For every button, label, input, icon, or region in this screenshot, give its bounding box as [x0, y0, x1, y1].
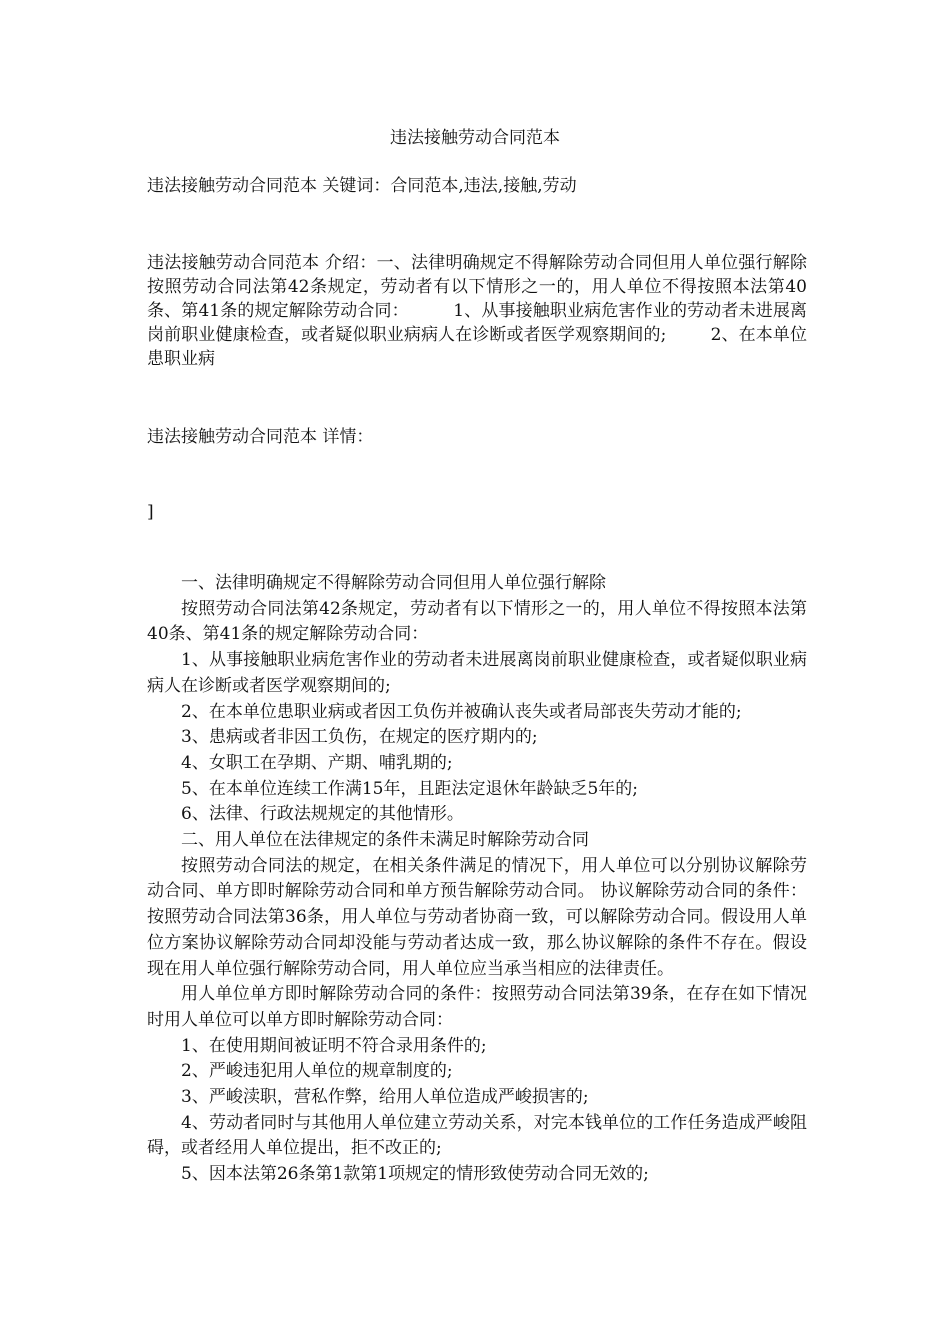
body-text — [147, 571, 807, 1188]
body-paragraph: 2、严峻违犯用人单位的规章制度的; — [181, 1061, 453, 1082]
stray-bracket: ] — [147, 502, 154, 522]
intro-paragraph: 违法接触劳动合同范本 介绍：一、法律明确规定不得解除劳动合同但用人单位强行解除 按照劳动合同法第42条规定，劳动者有以下情形之一的，用人单位不得按照本法第40条、第41条的规定解除劳动合同： 1、从事接触职业病危害作业的劳动者未进展离岗前职业健康检查，或者疑似职业病病人在诊断或者医学观察期间的; 2、在本单位患职业病 — [147, 253, 851, 369]
keywords-line: 违法接触劳动合同范本 关键词：合同范本,违法,接触,劳动 — [147, 176, 577, 196]
body-paragraph: 二、用人单位在法律规定的条件未满足时解除劳动合同 — [181, 830, 589, 851]
body-paragraph: 1、从事接触职业病危害作业的劳动者未进展离岗前职业健康检查，或者疑似职业病病人在诊断或者医学观察期间的; — [147, 650, 807, 696]
body-paragraph: 4、女职工在孕期、产期、哺乳期的; — [181, 752, 453, 773]
body-paragraph: 一、法律明确规定不得解除劳动合同但用人单位强行解除 — [181, 573, 606, 593]
body-paragraph: 6、法律、行政法规规定的其他情形。 — [181, 804, 464, 825]
page-title: 违法接触劳动合同范本 — [390, 128, 560, 148]
body-paragraph: 1、在使用期间被证明不符合录用条件的; — [181, 1035, 487, 1056]
body-paragraph: 4、劳动者同时与其他用人单位建立劳动关系，对完本钱单位的工作任务造成严峻阻碍，或者经用人单位提出，拒不改正的; — [147, 1112, 807, 1159]
body-paragraph: 用人单位单方即时解除劳动合同的条件：按照劳动合同法第39条，在存在如下情况时用人单位可以单方即时解除劳动合同： — [147, 984, 807, 1030]
body-paragraph: 3、严峻渎职，营私作弊，给用人单位造成严峻损害的; — [181, 1087, 589, 1108]
body-paragraph: 按照劳动合同法第42条规定，劳动者有以下情形之一的，用人单位不得按照本法第40条、第41条的规定解除劳动合同： — [147, 598, 807, 645]
body-paragraph: 3、患病或者非因工负伤，在规定的医疗期内的; — [181, 727, 538, 748]
detail-label: 违法接触劳动合同范本 详情： — [147, 427, 374, 447]
body-paragraph: 5、因本法第26条第1款第1项规定的情形致使劳动合同无效的; — [181, 1164, 649, 1185]
body-paragraph: 5、在本单位连续工作满15年，且距法定退休年龄缺乏5年的; — [181, 778, 638, 799]
body-paragraph: 2、在本单位患职业病或者因工负伤并被确认丧失或者局部丧失劳动才能的; — [181, 701, 742, 722]
body-paragraph: 按照劳动合同法的规定，在相关条件满足的情况下，用人单位可以分别协议解除劳动合同、单方即时解除劳动合同和单方预告解除劳动合同。 协议解除劳动合同的条件：按照劳动合同法第36条，用人单位与劳动者协商一致，可以解除劳动合同。假设用人单位方案协议解除劳动合同却没能与劳动者达成一致，那么协议解除的条件不存在。假设现在用人单位强行解除劳动合同，用人单位应当承当相应的法律责任。 — [147, 855, 807, 979]
